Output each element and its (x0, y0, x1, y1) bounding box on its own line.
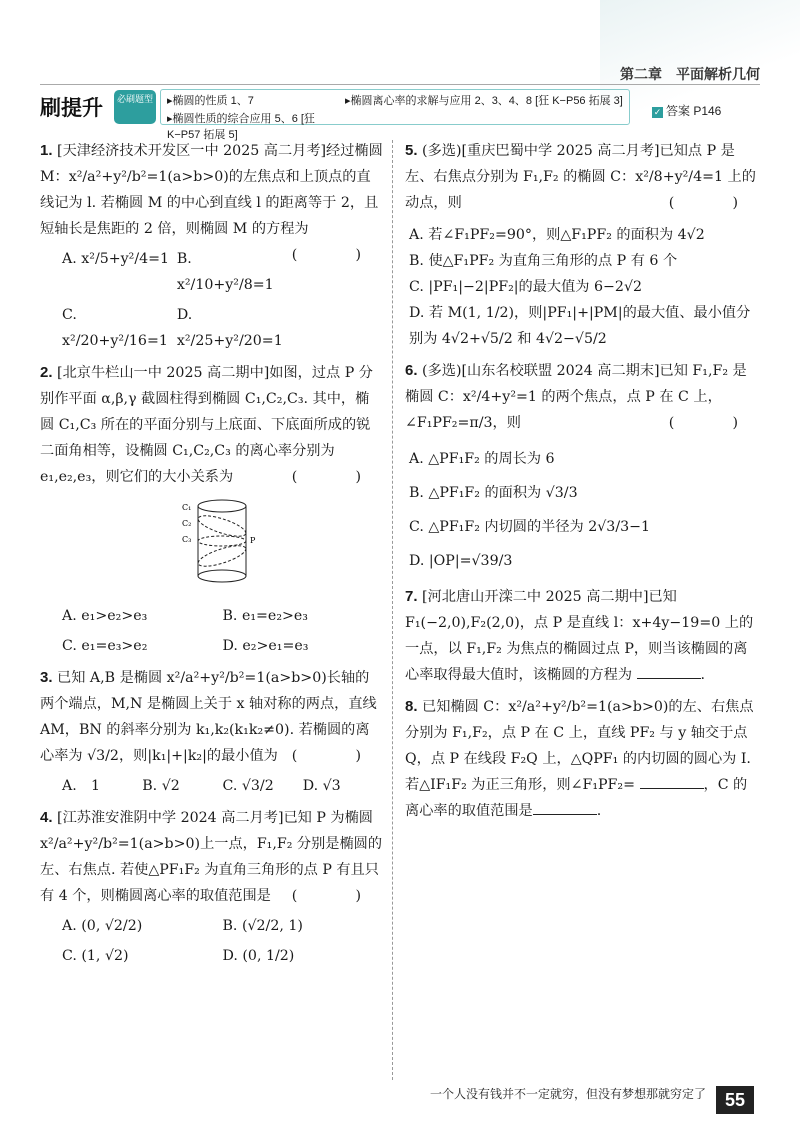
answer-bracket: ( ) (291, 247, 383, 263)
question-2 (40, 360, 383, 659)
option-d: D. e₂>e₁=e₃ (222, 638, 309, 654)
question-number: 6. (405, 362, 418, 379)
question-number: 4. (40, 809, 53, 826)
options (409, 222, 760, 352)
chapter-title: 第二章 平面解析几何 (620, 66, 760, 82)
option-a: A. x²/5+y²/4=1 (62, 251, 170, 267)
fig-label: P (250, 536, 256, 545)
cylinder-figure (180, 496, 260, 584)
option-a: A. 若∠F₁PF₂=90°，则△F₁PF₂ 的面积为 4√2 (409, 227, 705, 243)
question-tail: . (700, 667, 706, 683)
option-a: A. △PF₁F₂ 的周长为 6 (409, 451, 555, 467)
option-d: D. √3 (302, 778, 341, 794)
options (62, 246, 292, 354)
question-number: 1. (40, 142, 53, 159)
question-8 (405, 694, 760, 824)
options (62, 773, 383, 799)
answer-bracket: ( ) (291, 748, 383, 764)
topic-item: ▸椭圆的性质 1、7 (167, 95, 254, 107)
option-d: D. x²/25+y²/20=1 (176, 307, 283, 349)
option-c: C. |PF₁|−2|PF₂|的最大值为 6−2√2 (409, 279, 643, 295)
fill-blank (637, 678, 701, 679)
option-a: A. 1 (62, 778, 100, 794)
fig-label: C₁ (182, 503, 192, 512)
options (409, 442, 760, 578)
topic-item: ▸椭圆离心率的求解与应用 2、3、4、8 [狂 K−P56 拓展 3] (345, 95, 623, 107)
option-b: B. 使△F₁PF₂ 为直角三角形的点 P 有 6 个 (409, 253, 678, 269)
option-a: A. (0, √2/2) (62, 918, 143, 934)
fig-label: C₂ (182, 519, 192, 528)
option-c: C. e₁=e₃>e₂ (62, 638, 148, 654)
option-c: C. x²/20+y²/16=1 (62, 307, 168, 349)
question-number: 5. (405, 142, 418, 159)
question-number: 3. (40, 669, 53, 686)
question-number: 2. (40, 364, 53, 381)
option-c: C. √3/2 (222, 778, 274, 794)
question-text: [江苏淮安淮阴中学 2024 高二月考]已知 P 为椭圆 x²/a²+y²/b²=1(a>b>0)上一点，F₁,F₂ 分别是椭圆的左、右焦点. 若使△PF₁F₂ 为直角三角形的点 P 有且只有 4 个，则椭圆离心率的取值范围是 (40, 810, 383, 904)
option-b: B. △PF₁F₂ 的面积为 √3/3 (409, 485, 578, 501)
fig-label: C₃ (182, 535, 192, 544)
answer-bracket: ( ) (668, 195, 760, 211)
question-number: 7. (405, 588, 418, 605)
question-text: (多选)[山东名校联盟 2024 高二期末]已知 F₁,F₂ 是椭圆 C：x²/4+y²=1 的两个焦点，点 P 在 C 上，∠F₁PF₂=π/3，则 (405, 363, 747, 431)
question-tail: . (596, 803, 602, 819)
option-b: B. e₁=e₂>e₃ (222, 608, 308, 624)
check-icon: ✓ (653, 107, 662, 117)
header-rule (40, 84, 760, 85)
answer-bracket: ( ) (291, 469, 383, 485)
question-7 (405, 584, 760, 688)
option-d: D. 若 M(1, 1/2)，则|PF₁|+|PM|的最大值、最小值分别为 4√2+√5/2 和 4√2−√5/2 (409, 305, 751, 347)
options (62, 603, 383, 659)
option-b: B. √2 (142, 778, 180, 794)
question-text: [北京牛栏山一中 2025 高二期中]如图，过点 P 分别作平面 α,β,γ 截圆柱得到椭圆 C₁,C₂,C₃. 其中，椭圆 C₁,C₃ 所在的平面分别与上底面、下底面所成的锐二面角相等，设椭圆 C₁,C₂,C₃ 的离心率分别为 e₁,e₂,e₃，则它们的大小关系为 (40, 365, 373, 485)
answer-ref (652, 102, 721, 119)
option-b: B. x²/10+y²/8=1 (176, 251, 274, 293)
option-d: D. (0, 1/2) (222, 948, 295, 964)
question-text: [河北唐山开滦二中 2025 高二期中]已知 F₁(−2,0),F₂(2,0)，点 P 是直线 l：x+4y−19=0 上的一点，以 F₁,F₂ 为焦点的椭圆过点 P，则当该椭圆的离心率取得最大值时，该椭圆的方程为 (405, 589, 754, 683)
option-a: A. e₁>e₂>e₃ (62, 608, 148, 624)
question-text: [天津经济技术开发区一中 2025 高二月考]经过椭圆 M：x²/a²+y²/b²=1(a>b>0)的左焦点和上顶点的直线记为 l. 若椭圆 M 的中心到直线 l 的距离等于 2，且短轴长是焦距的 2 倍，则椭圆 M 的方程为 (40, 143, 383, 237)
question-5 (405, 138, 760, 352)
question-text: 已知椭圆 C：x²/a²+y²/b²=1(a>b>0)的左、右焦点分别为 F₁,F₂，点 P 在 C 上，直线 PF₂ 与 y 轴交于点 Q，点 P 在线段 F₂Q 上，△QPF₁ 的内切圆的圆心为 I. 若△IF₁F₂ 为正三角形，则∠F₁PF₂= (405, 699, 754, 793)
column-divider (392, 140, 393, 1080)
topic-item: ▸椭圆性质的综合应用 5、6 [狂 K−P57 拓展 5] (167, 113, 315, 141)
option-c: C. △PF₁F₂ 内切圆的半径为 2√3/3−1 (409, 519, 651, 535)
page-number: 55 (716, 1086, 754, 1114)
answer-bracket: ( ) (668, 415, 760, 431)
fill-blank (640, 788, 704, 789)
question-1 (40, 138, 383, 354)
option-d: D. |OP|=√39/3 (409, 553, 513, 569)
answer-ref-label: 答案 P146 (666, 104, 722, 118)
option-b: B. (√2/2, 1) (222, 918, 303, 934)
left-column (40, 138, 383, 975)
question-4 (40, 805, 383, 969)
question-text: (多选)[重庆巴蜀中学 2025 高二月考]已知点 P 是左、右焦点分别为 F₁,F₂ 的椭圆 C：x²/8+y²/4=1 上的动点，则 (405, 143, 756, 211)
question-6 (405, 358, 760, 578)
footer-motto: 一个人没有钱并不一定就穷，但没有梦想那就穷定了 (430, 1087, 707, 1101)
question-text-mid: ，C 的离心率的取值范围是 (405, 777, 748, 819)
answer-bracket: ( ) (291, 888, 383, 904)
topic-banner (40, 88, 640, 141)
question-number: 8. (405, 698, 418, 715)
right-column (405, 138, 760, 830)
brand-logo: 刷提升 (40, 96, 103, 120)
question-3 (40, 665, 383, 799)
topic-list (160, 89, 630, 141)
fill-blank (533, 814, 597, 815)
question-text: 已知 A,B 是椭圆 x²/a²+y²/b²=1(a>b>0)长轴的两个端点，M,N 是椭圆上关于 x 轴对称的两点，直线 AM，BN 的斜率分别为 k₁,k₂(k₁k₂≠0). 若椭圆的离心率为 √3/2，则|k₁|+|k₂|的最小值为 (40, 670, 377, 764)
option-c: C. (1, √2) (62, 948, 129, 964)
options (62, 913, 383, 969)
badge-label: 必刷题型 (114, 90, 156, 124)
